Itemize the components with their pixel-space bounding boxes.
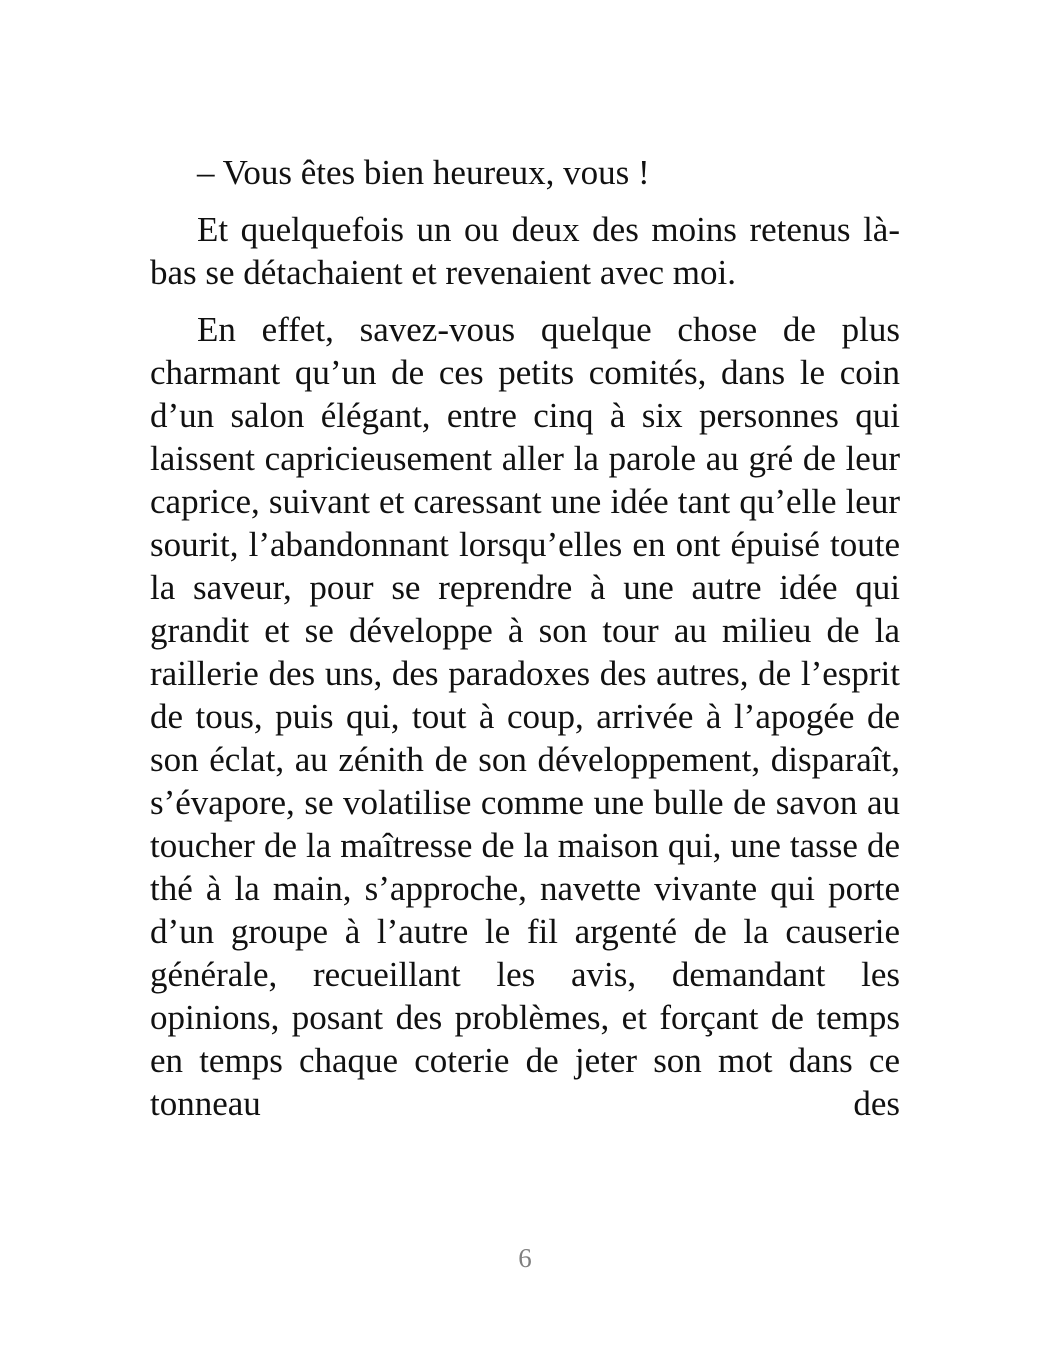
page-number: 6 <box>518 1243 532 1273</box>
paragraph-dialogue: – Vous êtes bien heureux, vous ! <box>197 153 650 192</box>
paragraph-narration: Et quelquefois un ou deux des moins retenus là-bas se détachaient et revenaient avec moi. <box>150 210 900 292</box>
paragraph-salon-description: En effet, savez-vous quelque chose de plus charmant qu’un de ces petits comités, dans le coin d’un salon élégant, entre cinq à six personnes qui laissent capricieusement aller la parole au gré de leur caprice, suivant et caressant une idée tant qu’elle leur sourit, l’abandonnant lorsqu’elles en ont épuisé toute la saveur, pour se reprendre à une autre idée qui grandit et se développe à son tour au milieu de la raillerie des uns, des paradoxes des autres, de l’esprit de tous, puis qui, tout à coup, arrivée à l’apogée de son éclat, au zénith de son développement, disparaît, s’évapore, se volatilise comme une bulle de savon au toucher de la maîtresse de la maison qui, une tasse de thé à la main, s’approche, navette vivante qui porte d’un groupe à l’autre le fil argenté de la causerie générale, recueillant les avis, demandant les opinions, posant des problèmes, et forçant de temps en temps chaque coterie de jeter son mot dans ce tonneau des <box>150 310 900 1123</box>
body-text <box>150 151 900 1139</box>
